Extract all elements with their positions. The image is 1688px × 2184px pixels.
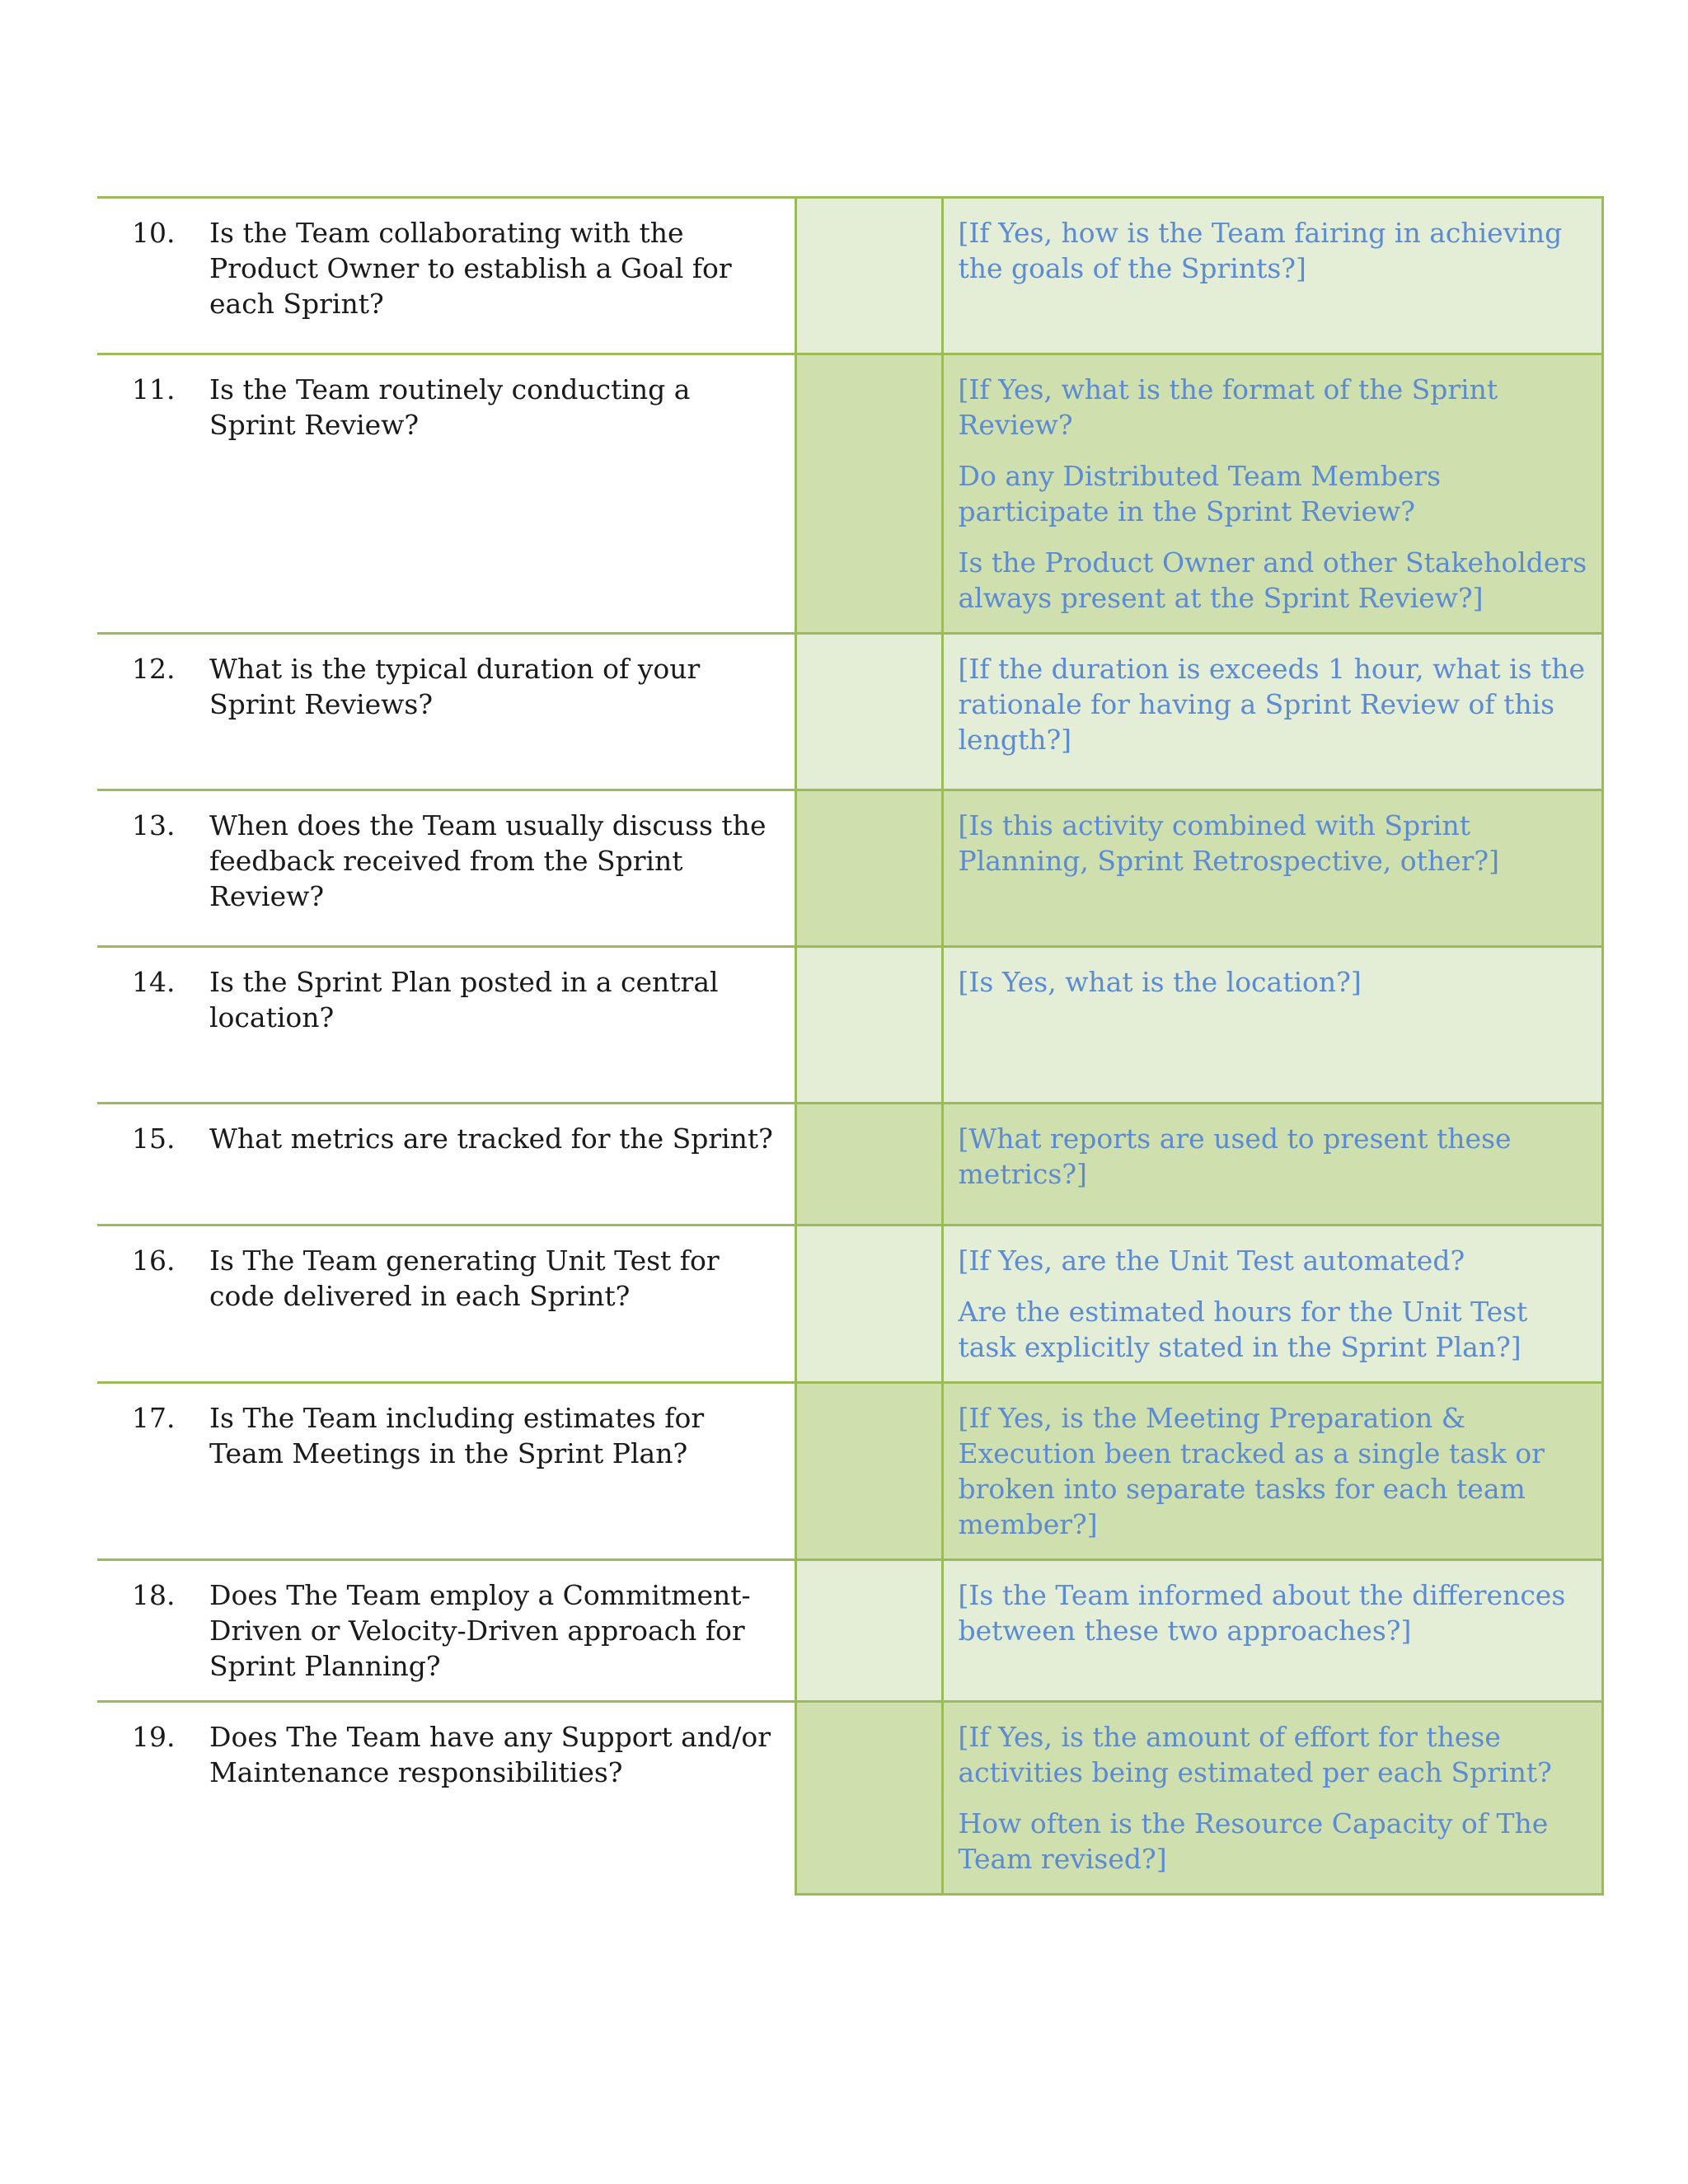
answer-cell[interactable]: [795, 1226, 942, 1383]
answer-cell[interactable]: [795, 1383, 942, 1560]
question-number: 18.: [132, 1579, 176, 1611]
question-number: 10.: [132, 217, 176, 249]
guidance-cell: [942, 354, 1602, 634]
guidance-cell: [942, 1226, 1602, 1383]
guidance-note: How often is the Resource Capacity of The Team revised?]: [958, 1807, 1549, 1875]
question-number: 17.: [132, 1402, 176, 1434]
question-row: [97, 1560, 1602, 1702]
question-text: Is The Team generating Unit Test for code delivered in each Sprint?: [209, 1244, 720, 1312]
answer-cell[interactable]: [795, 198, 942, 354]
guidance-cell: [942, 1560, 1602, 1702]
question-table: [97, 196, 1604, 1896]
question-text: Is the Team collaborating with the Product Owner to establish a Goal for each Sprint?: [209, 217, 732, 320]
guidance-note: Is the Product Owner and other Stakeholders always present at the Sprint Review?]: [958, 546, 1587, 614]
question-number: 13.: [132, 809, 176, 841]
question-cell: [97, 947, 795, 1104]
question-row: [97, 947, 1602, 1104]
question-number: 14.: [132, 966, 176, 998]
question-cell: [97, 1226, 795, 1383]
guidance-cell: [942, 198, 1602, 354]
question-text: Is The Team including estimates for Team Meetings in the Sprint Plan?: [209, 1402, 705, 1469]
question-number: 11.: [132, 373, 176, 405]
answer-cell[interactable]: [795, 1104, 942, 1226]
question-cell: [97, 1104, 795, 1226]
question-text: Does The Team have any Support and/or Maintenance responsibilities?: [209, 1721, 771, 1788]
question-row: [97, 1226, 1602, 1383]
guidance-note: [If Yes, what is the format of the Sprint Review?: [958, 373, 1498, 441]
question-row: [97, 634, 1602, 790]
guidance-note: [If the duration is exceeds 1 hour, what is the rationale for having a Sprint Review of this length?]: [958, 653, 1586, 756]
question-cell: [97, 1702, 795, 1895]
question-text: Is the Team routinely conducting a Sprint Review?: [209, 373, 691, 441]
guidance-note: Are the estimated hours for the Unit Test task explicitly stated in the Sprint Plan?]: [958, 1296, 1528, 1363]
question-text: What is the typical duration of your Sprint Reviews?: [209, 653, 701, 720]
answer-cell[interactable]: [795, 947, 942, 1104]
question-row: [97, 1383, 1602, 1560]
question-text: When does the Team usually discuss the feedback received from the Sprint Review?: [209, 809, 767, 912]
question-row: [97, 790, 1602, 947]
guidance-note: [If Yes, is the amount of effort for these activities being estimated per each Sprint?: [958, 1721, 1552, 1788]
guidance-cell: [942, 1702, 1602, 1895]
question-number: 19.: [132, 1721, 176, 1753]
question-row: [97, 1104, 1602, 1226]
guidance-cell: [942, 634, 1602, 790]
guidance-cell: [942, 790, 1602, 947]
guidance-note: [Is the Team informed about the differences between these two approaches?]: [958, 1579, 1566, 1647]
question-cell: [97, 634, 795, 790]
question-text: What metrics are tracked for the Sprint?: [209, 1122, 773, 1155]
question-cell: [97, 354, 795, 634]
guidance-note: [If Yes, is the Meeting Preparation & Execution been tracked as a single task or broken into separate tasks for each team member?]: [958, 1402, 1545, 1540]
answer-cell[interactable]: [795, 1702, 942, 1895]
guidance-note: [Is this activity combined with Sprint Planning, Sprint Retrospective, other?]: [958, 809, 1499, 877]
question-table-body: [97, 198, 1602, 1895]
question-number: 16.: [132, 1244, 176, 1277]
guidance-note: Do any Distributed Team Members participate in the Sprint Review?: [958, 460, 1442, 527]
answer-cell[interactable]: [795, 354, 942, 634]
answer-cell[interactable]: [795, 790, 942, 947]
answer-cell[interactable]: [795, 1560, 942, 1702]
question-text: Is the Sprint Plan posted in a central location?: [209, 966, 719, 1033]
question-text: Does The Team employ a Commitment-Driven or Velocity-Driven approach for Sprint Planning?: [209, 1579, 751, 1682]
guidance-note: [Is Yes, what is the location?]: [958, 966, 1362, 998]
guidance-note: [If Yes, are the Unit Test automated?: [958, 1244, 1465, 1277]
question-row: [97, 198, 1602, 354]
question-cell: [97, 1383, 795, 1560]
guidance-note: [What reports are used to present these metrics?]: [958, 1122, 1512, 1190]
answer-cell[interactable]: [795, 634, 942, 790]
guidance-note: [If Yes, how is the Team fairing in achieving the goals of the Sprints?]: [958, 217, 1563, 284]
guidance-cell: [942, 1383, 1602, 1560]
question-cell: [97, 1560, 795, 1702]
guidance-cell: [942, 947, 1602, 1104]
guidance-cell: [942, 1104, 1602, 1226]
question-cell: [97, 790, 795, 947]
question-number: 12.: [132, 653, 176, 685]
question-number: 15.: [132, 1122, 176, 1155]
question-row: [97, 1702, 1602, 1895]
question-cell: [97, 198, 795, 354]
question-row: [97, 354, 1602, 634]
